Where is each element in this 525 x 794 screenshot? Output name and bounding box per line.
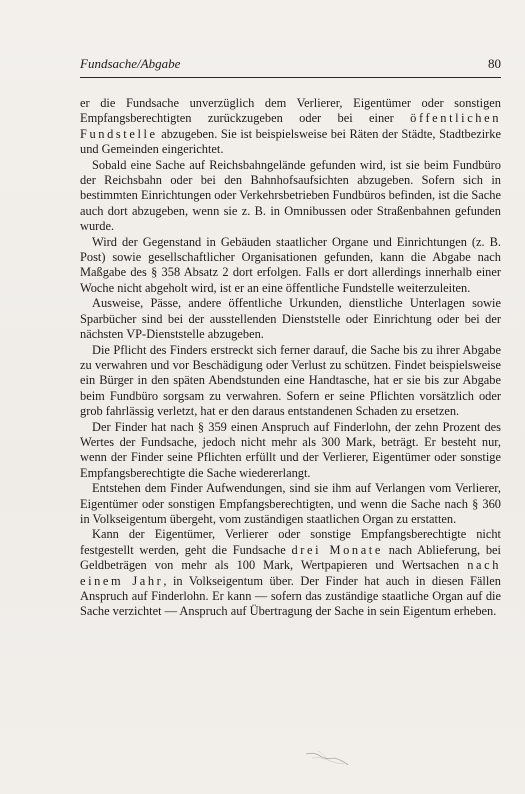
- paragraph: [80, 481, 501, 527]
- paragraph: [80, 158, 501, 235]
- paragraph-text: er die Fundsache unverzüglich dem Verlierer, Eigentümer oder sonstigen Empfangsberechtigten zurückzugeben oder bei einer: [80, 96, 501, 126]
- ink-smudge-mark: [304, 748, 350, 768]
- paragraph: [80, 296, 501, 342]
- page-number: 80: [488, 56, 501, 71]
- paragraph-text: , in Volkseigentum über. Der Finder hat auch in diesen Fällen Anspruch auf Finderlohn. Er kann — sofern das zuständige staatliche Organ auf die Sache verzichtet — Anspruch auf Übertragung der Sache in sein Eigentum erheben.: [80, 573, 501, 619]
- paragraph-text: Wird der Gegenstand in Gebäuden staatlicher Organe und Einrichtungen (z. B. Post) sowie gesellschaftlicher Organisationen gefunden, kann die Abgabe nach Maßgabe des § 358 Absatz 2 dort erfolgen. Falls er dort allerdings innerhalb einer Woche nicht abgeholt wird, ist er an eine öffentliche Fundstelle weiterzuleiten.: [80, 234, 501, 295]
- emphasized-spaced-text: drei Monate: [291, 542, 383, 557]
- emphasized-spaced-text: öffentlichen Fundstelle: [80, 111, 501, 141]
- header-rule: [80, 77, 501, 78]
- paragraph-text: Entstehen dem Finder Aufwendungen, sind sie ihm auf Verlangen vom Verlierer, Eigentümer oder sonstigen Empfangsberechtigten, und wenn die Sache nach § 360 in Volkseigentum übergeht, vom zuständigen staatlichen Organ zu erstatten.: [80, 481, 501, 526]
- paragraph: [80, 235, 501, 297]
- paragraph-text: Kann der Eigentümer, Verlierer oder sonstige Empfangsberechtigte nicht festgestellt werden, geht die Fundsache: [80, 527, 501, 557]
- emphasized-spaced-text: nach einem Jahr: [80, 558, 501, 588]
- paragraph-text: Sobald eine Sache auf Reichsbahngelände gefunden wird, ist sie beim Fundbüro der Reichsbahn oder bei den Bahnhofsaufsichten abzugeben. Sofern sich in bestimmten Einrichtungen oder Verkehrsbetrieben Fundbüros befinden, ist die Sache auch dort abzugeben, wenn sie z. B. in Omnibussen oder Straßenbahnen gefunden wurde.: [80, 157, 501, 234]
- paragraph: [80, 343, 501, 420]
- paragraph-text: nach Ablieferung, bei Geldbeträgen von mehr als 100 Mark, Wertpapieren und Wertsachen: [80, 542, 501, 573]
- paragraph-text: Die Pflicht des Finders erstreckt sich ferner darauf, die Sache bis zu ihrer Abgabe zu verwahren und vor Beschädigung oder Verlust zu schützen. Findet beispielsweise ein Bürger in den späten Abendstunden eine Handtasche, hat er sie bis zur Abgabe beim Fundbüro sorgsam zu verwahren. Sofern er seine Pflichten vorsätzlich oder grob fahrlässig verletzt, hat er den daraus entstandenen Schaden zu ersetzen.: [80, 342, 501, 419]
- paragraph-text: abzugeben. Sie ist beispielsweise bei Räten der Städte, Stadtbezirke und Gemeinden eingerichtet.: [80, 126, 501, 157]
- running-header: [80, 56, 501, 74]
- paragraph: [80, 527, 501, 619]
- paragraph-text: Ausweise, Pässe, andere öffentliche Urkunden, dienstliche Unterlagen sowie Sparbücher sind bei der ausstellenden Dienststelle oder Einrichtung oder bei der nächsten VP-Dienststelle abzugeben.: [80, 296, 501, 342]
- running-title: Fundsache/Abgabe: [80, 56, 181, 71]
- paragraph: [80, 420, 501, 482]
- paragraph: [80, 96, 501, 158]
- body-text: [80, 96, 501, 620]
- paragraph-text: Der Finder hat nach § 359 einen Anspruch auf Finderlohn, der zehn Prozent des Wertes der Fundsache, jedoch nicht mehr als 300 Mark, beträgt. Er besteht nur, wenn der Finder seine Pflichten erfüllt und der Verlierer, Eigentümer oder sonstige Empfangsberechtigte die Sache wiedererlangt.: [80, 419, 501, 480]
